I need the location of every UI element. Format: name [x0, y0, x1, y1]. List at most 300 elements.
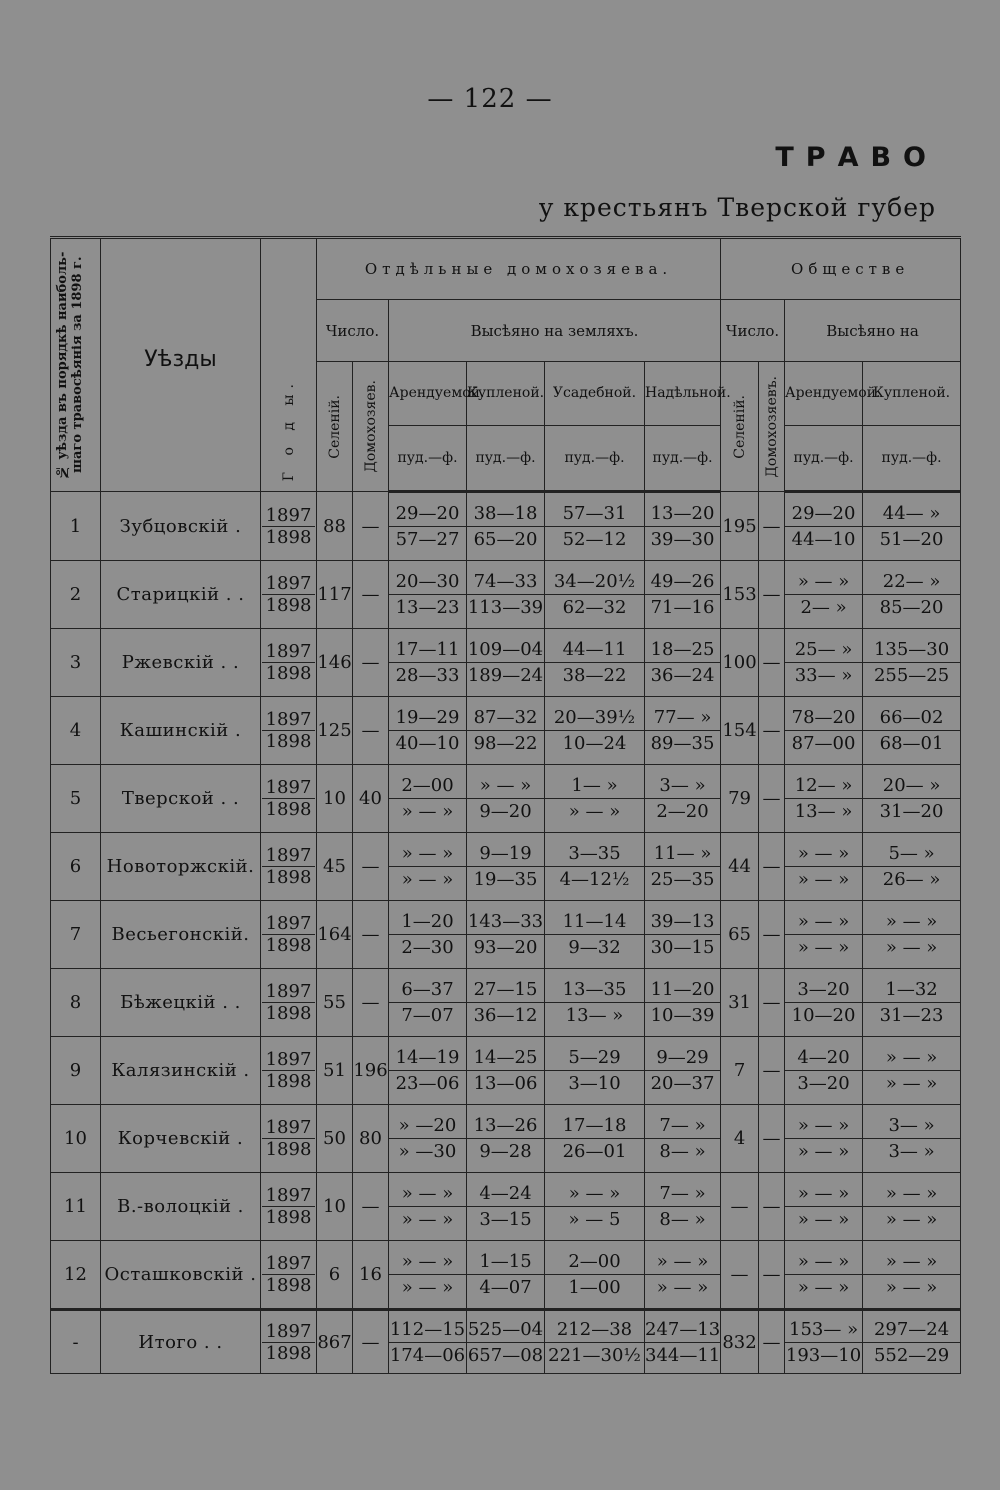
rented-land-1897: 17—11 — [389, 637, 466, 663]
community-rented-land-pair — [785, 1173, 862, 1240]
allotment-land-1898: 71—16 — [650, 597, 715, 618]
estate-land — [545, 1241, 645, 1310]
estate-land-1898: » — 5 — [568, 1209, 621, 1230]
estate-land — [545, 1105, 645, 1173]
allotment-land — [645, 901, 721, 969]
allotment-land-pair — [645, 765, 720, 832]
allotment-land-1897: 9—29 — [645, 1045, 720, 1071]
years-cell — [261, 833, 317, 901]
estate-land — [545, 492, 645, 561]
bought-land-1898: 9—20 — [479, 801, 532, 822]
community-bought-land-1898: » — » — [885, 1209, 938, 1230]
rank-cell: 2 — [51, 561, 101, 629]
estate-land-pair — [545, 1241, 644, 1308]
uezd-name: Осташковскій . — [101, 1241, 261, 1310]
bought-land-1898: 3—15 — [479, 1209, 532, 1230]
years-pair — [261, 777, 316, 820]
estate-land-pair — [545, 493, 644, 560]
bought-land-1897: 27—15 — [467, 977, 544, 1003]
unit-rented-2: пуд.—ф. — [785, 426, 863, 492]
community-bought-land-pair — [863, 969, 960, 1036]
community-settlements-count: — — [721, 1173, 759, 1241]
bought-land-1898: 98—22 — [473, 733, 538, 754]
community-bought-land — [863, 697, 961, 765]
bought-land-1898: 19—35 — [473, 869, 538, 890]
settlements-count: 6 — [317, 1241, 353, 1310]
settlements-count: 867 — [317, 1310, 353, 1374]
estate-land — [545, 697, 645, 765]
community-bought-land-1898: » — » — [885, 1073, 938, 1094]
bought-land-1897: 13—26 — [467, 1113, 544, 1139]
allotment-land — [645, 1173, 721, 1241]
estate-land-1898: 52—12 — [562, 529, 627, 550]
header-settlements-2 — [721, 362, 759, 492]
allotment-land-pair — [645, 1241, 720, 1308]
year-1898: 1898 — [265, 1139, 312, 1160]
community-bought-land-1897: » — » — [863, 1045, 960, 1071]
table-row — [51, 833, 961, 901]
bought-land-pair — [467, 1311, 544, 1373]
community-bought-land-pair — [863, 629, 960, 696]
years-pair — [261, 709, 316, 752]
years-pair — [261, 1321, 316, 1364]
rented-land — [389, 969, 467, 1037]
bought-land — [467, 901, 545, 969]
allotment-land-1898: 36—24 — [650, 665, 715, 686]
rented-land-1898: 23—06 — [395, 1073, 460, 1094]
rented-land-pair — [389, 629, 466, 696]
bought-land-1897: 109—04 — [467, 637, 544, 663]
community-rented-land-pair — [785, 833, 862, 900]
community-householders-count: — — [759, 1241, 785, 1310]
community-bought-land-1898: 31—20 — [879, 801, 944, 822]
rank-cell: 9 — [51, 1037, 101, 1105]
estate-land-1897: » — » — [545, 1181, 644, 1207]
allotment-land — [645, 492, 721, 561]
header-rank-label: № уѣзда въ порядкѣ наибольшаго травосѣянія за 1898 г. — [54, 251, 85, 479]
year-1898: 1898 — [265, 1207, 312, 1228]
header-householders-2-label: Домохозяевъ. — [763, 375, 780, 478]
bought-land — [467, 833, 545, 901]
community-bought-land-1897: 44— » — [863, 501, 960, 527]
uezd-name: Зубцовскій . — [101, 492, 261, 561]
bought-land-1898: 36—12 — [473, 1005, 538, 1026]
community-settlements-count: 154 — [721, 697, 759, 765]
community-settlements-count: 65 — [721, 901, 759, 969]
community-bought-land-1897: 20— » — [863, 773, 960, 799]
bought-land-1897: 143—33 — [467, 909, 544, 935]
uezd-name: Корчевскій . — [101, 1105, 261, 1173]
rented-land-pair — [389, 969, 466, 1036]
community-settlements-count: 31 — [721, 969, 759, 1037]
allotment-land-pair — [645, 697, 720, 764]
rank-cell: 11 — [51, 1173, 101, 1241]
bought-land — [467, 697, 545, 765]
bought-land-pair — [467, 697, 544, 764]
community-rented-land-1897: 25— » — [785, 637, 862, 663]
estate-land-1898: 3—10 — [568, 1073, 621, 1094]
community-rented-land — [785, 833, 863, 901]
estate-land-1897: 57—31 — [545, 501, 644, 527]
years-cell — [261, 1037, 317, 1105]
community-settlements-count: 153 — [721, 561, 759, 629]
rented-land-1897: 1—20 — [389, 909, 466, 935]
year-1897: 1897 — [262, 845, 316, 867]
bought-land — [467, 1310, 545, 1374]
rented-land — [389, 1173, 467, 1241]
community-rented-land-1898: » — » — [797, 1209, 850, 1230]
community-rented-land-1898: » — » — [797, 869, 850, 890]
householders-count: 16 — [353, 1241, 389, 1310]
bought-land-pair — [467, 969, 544, 1036]
year-1897: 1897 — [262, 1185, 316, 1207]
year-1898: 1898 — [265, 526, 312, 548]
rented-land — [389, 697, 467, 765]
community-rented-land-1897: » — » — [785, 1249, 862, 1275]
uezd-name: Тверской . . — [101, 765, 261, 833]
rented-land-1897: 2—00 — [389, 773, 466, 799]
community-rented-land-1897: 3—20 — [785, 977, 862, 1003]
page-subtitle: у крестьянъ Тверской губер — [538, 193, 936, 222]
community-settlements-count: 7 — [721, 1037, 759, 1105]
allotment-land-1897: 7— » — [645, 1113, 720, 1139]
header-householders-1-label: Домохозяев. — [362, 380, 379, 473]
bought-land-1897: 1—15 — [467, 1249, 544, 1275]
bought-land-pair — [467, 1173, 544, 1240]
bought-land — [467, 765, 545, 833]
rented-land-pair — [389, 901, 466, 968]
community-bought-land-pair — [863, 1037, 960, 1104]
householders-count: 40 — [353, 765, 389, 833]
community-bought-land-pair — [863, 1241, 960, 1308]
community-bought-land-1898: 85—20 — [879, 597, 944, 618]
community-bought-land-1897: 66—02 — [863, 705, 960, 731]
community-rented-land-1898: 3—20 — [797, 1073, 850, 1094]
header-householders-1 — [353, 362, 389, 492]
header-sown-1: Высѣяно на земляхъ. — [389, 300, 721, 362]
rented-land-1898: 40—10 — [395, 733, 460, 754]
bought-land-1897: 87—32 — [467, 705, 544, 731]
community-rented-land — [785, 1037, 863, 1105]
allotment-land-1897: 7— » — [645, 1181, 720, 1207]
year-1897: 1897 — [262, 981, 316, 1003]
community-settlements-count: 832 — [721, 1310, 759, 1374]
community-rented-land — [785, 492, 863, 561]
uezd-name: Старицкій . . — [101, 561, 261, 629]
bought-land-pair — [467, 629, 544, 696]
settlements-count: 55 — [317, 969, 353, 1037]
community-bought-land-1897: 135—30 — [863, 637, 960, 663]
householders-count: — — [353, 1310, 389, 1374]
community-bought-land-pair — [863, 697, 960, 764]
allotment-land-1898: 39—30 — [650, 529, 715, 550]
estate-land-1897: 2—00 — [545, 1249, 644, 1275]
rented-land-1898: 7—07 — [401, 1005, 454, 1026]
rented-land — [389, 1105, 467, 1173]
table-row — [51, 697, 961, 765]
settlements-count: 50 — [317, 1105, 353, 1173]
year-1897: 1897 — [262, 641, 316, 663]
rented-land-1897: 20—30 — [389, 569, 466, 595]
community-rented-land-pair — [785, 1037, 862, 1104]
community-bought-land-pair — [863, 1173, 960, 1240]
bought-land-1897: 525—04 — [467, 1317, 544, 1343]
header-allotment-1: Надѣльной. — [645, 362, 721, 426]
community-rented-land — [785, 765, 863, 833]
allotment-land-1898: 8— » — [659, 1209, 706, 1230]
unit-allotment-1: пуд.—ф. — [645, 426, 721, 492]
uezd-name: Ржевскій . . — [101, 629, 261, 697]
header-rented-2: Арендуемой. — [785, 362, 863, 426]
community-rented-land — [785, 969, 863, 1037]
community-rented-land-1897: » — » — [785, 909, 862, 935]
allotment-land — [645, 561, 721, 629]
uezd-name: Весьегонскій. — [101, 901, 261, 969]
community-householders-count: — — [759, 833, 785, 901]
allotment-land-pair — [645, 493, 720, 560]
settlements-count: 125 — [317, 697, 353, 765]
header-rented-1: Арендуемой. — [389, 362, 467, 426]
bought-land — [467, 629, 545, 697]
community-bought-land — [863, 1105, 961, 1173]
rented-land-1897: » — » — [389, 841, 466, 867]
community-householders-count: — — [759, 1037, 785, 1105]
table-row — [51, 969, 961, 1037]
allotment-land — [645, 765, 721, 833]
year-1897: 1897 — [262, 573, 316, 595]
uezd-name: Итого . . — [101, 1310, 261, 1374]
header-count-2: Число. — [721, 300, 785, 362]
estate-land-1897: 212—38 — [545, 1317, 644, 1343]
estate-land-1898: 221—30½ — [548, 1344, 641, 1366]
allotment-land-1898: 10—39 — [650, 1005, 715, 1026]
rented-land-pair — [389, 833, 466, 900]
rented-land-1898: » — » — [401, 869, 454, 890]
unit-bought-1: пуд.—ф. — [467, 426, 545, 492]
estate-land-pair — [545, 833, 644, 900]
uezd-name: Калязинскій . — [101, 1037, 261, 1105]
statistics-table — [50, 236, 961, 1374]
bought-land-1898: 4—07 — [479, 1277, 532, 1298]
bought-land-1898: 657—08 — [467, 1344, 544, 1366]
allotment-land — [645, 1241, 721, 1310]
community-rented-land-pair — [785, 697, 862, 764]
community-bought-land — [863, 1241, 961, 1310]
years-cell — [261, 492, 317, 561]
community-bought-land-pair — [863, 1311, 960, 1373]
rented-land — [389, 833, 467, 901]
community-bought-land-1898: » — » — [885, 937, 938, 958]
years-pair — [261, 1049, 316, 1092]
estate-land-1897: 34—20½ — [545, 569, 644, 595]
bought-land-pair — [467, 1241, 544, 1308]
estate-land-pair — [545, 629, 644, 696]
community-householders-count: — — [759, 697, 785, 765]
community-bought-land — [863, 1037, 961, 1105]
estate-land-1898: 38—22 — [562, 665, 627, 686]
allotment-land-1897: 77— » — [645, 705, 720, 731]
settlements-count: 146 — [317, 629, 353, 697]
table-row — [51, 1173, 961, 1241]
community-bought-land-1898: 68—01 — [879, 733, 944, 754]
rented-land-1898: 174—06 — [389, 1344, 466, 1366]
community-bought-land — [863, 492, 961, 561]
year-1898: 1898 — [265, 1071, 312, 1092]
rented-land — [389, 901, 467, 969]
estate-land-pair — [545, 1037, 644, 1104]
bought-land — [467, 969, 545, 1037]
community-rented-land-1897: » — » — [785, 841, 862, 867]
total-row — [51, 1310, 961, 1374]
bought-land — [467, 1241, 545, 1310]
rented-land-pair — [389, 1173, 466, 1240]
settlements-count: 117 — [317, 561, 353, 629]
table-row — [51, 1105, 961, 1173]
householders-count: — — [353, 492, 389, 561]
community-bought-land-pair — [863, 1105, 960, 1172]
community-rented-land-pair — [785, 493, 862, 560]
year-1898: 1898 — [265, 595, 312, 616]
community-householders-count: — — [759, 492, 785, 561]
householders-count: — — [353, 561, 389, 629]
community-bought-land-1898: 255—25 — [873, 665, 950, 686]
householders-count: 196 — [353, 1037, 389, 1105]
allotment-land-pair — [645, 901, 720, 968]
allotment-land-1897: 3— » — [645, 773, 720, 799]
allotment-land — [645, 629, 721, 697]
estate-land-1898: 10—24 — [562, 733, 627, 754]
community-bought-land-1897: 5— » — [863, 841, 960, 867]
estate-land-1898: 62—32 — [562, 597, 627, 618]
community-bought-land-1897: 22— » — [863, 569, 960, 595]
community-rented-land-pair — [785, 1241, 862, 1308]
uezd-name: В.-волоцкій . — [101, 1173, 261, 1241]
allotment-land-1898: » — » — [656, 1277, 709, 1298]
year-1897: 1897 — [262, 1253, 316, 1275]
table-row — [51, 765, 961, 833]
years-pair — [261, 1253, 316, 1296]
rented-land-1898: 2—30 — [401, 937, 454, 958]
years-pair — [261, 1185, 316, 1228]
bought-land-1897: » — » — [467, 773, 544, 799]
bought-land-1897: 74—33 — [467, 569, 544, 595]
rented-land-1898: » — » — [401, 801, 454, 822]
rented-land — [389, 629, 467, 697]
rented-land-1897: » —20 — [389, 1113, 466, 1139]
header-bought-2: Купленой. — [863, 362, 961, 426]
settlements-count: 51 — [317, 1037, 353, 1105]
header-settlements-2-label: Селеній. — [731, 394, 748, 459]
community-rented-land — [785, 1105, 863, 1173]
bought-land-1898: 9—28 — [479, 1141, 532, 1162]
header-sown-2: Высѣяно на — [785, 300, 961, 362]
page-number: — 122 — — [427, 84, 553, 114]
community-rented-land-1898: » — » — [797, 1277, 850, 1298]
community-bought-land — [863, 1310, 961, 1374]
year-1897: 1897 — [262, 913, 316, 935]
rented-land-pair — [389, 1311, 466, 1373]
community-bought-land-1898: 3— » — [888, 1141, 935, 1162]
estate-land — [545, 765, 645, 833]
community-bought-land-1898: 26— » — [882, 869, 941, 890]
estate-land-1898: 4—12½ — [559, 869, 630, 890]
community-rented-land-1898: 193—10 — [785, 1344, 862, 1366]
allotment-land-1898: 344—11 — [645, 1344, 721, 1366]
allotment-land-1897: 39—13 — [645, 909, 720, 935]
allotment-land — [645, 833, 721, 901]
householders-count: — — [353, 697, 389, 765]
table-header — [51, 238, 961, 492]
estate-land-pair — [545, 969, 644, 1036]
householders-count: — — [353, 901, 389, 969]
allotment-land-1898: 25—35 — [650, 869, 715, 890]
rented-land-1897: » — » — [389, 1181, 466, 1207]
allotment-land-pair — [645, 1311, 720, 1373]
community-rented-land-1897: » — » — [785, 1113, 862, 1139]
allotment-land — [645, 697, 721, 765]
years-cell — [261, 901, 317, 969]
rented-land-pair — [389, 561, 466, 628]
years-cell — [261, 969, 317, 1037]
years-cell — [261, 1241, 317, 1310]
rented-land — [389, 765, 467, 833]
rank-cell: 5 — [51, 765, 101, 833]
rented-land-pair — [389, 1037, 466, 1104]
householders-count: — — [353, 629, 389, 697]
community-rented-land — [785, 561, 863, 629]
allotment-land-1898: 20—37 — [650, 1073, 715, 1094]
allotment-land — [645, 969, 721, 1037]
rented-land — [389, 561, 467, 629]
community-bought-land-pair — [863, 901, 960, 968]
householders-count: — — [353, 969, 389, 1037]
community-rented-land-pair — [785, 901, 862, 968]
header-individual-group: Отдѣльные домохозяева. — [317, 238, 721, 300]
bought-land — [467, 492, 545, 561]
community-rented-land-1897: 78—20 — [785, 705, 862, 731]
allotment-land-1897: 247—13 — [645, 1317, 720, 1343]
table-row — [51, 561, 961, 629]
bought-land-1898: 65—20 — [473, 529, 538, 550]
estate-land-1897: 20—39½ — [545, 705, 644, 731]
rank-cell: 12 — [51, 1241, 101, 1310]
estate-land — [545, 561, 645, 629]
community-bought-land-1897: » — » — [863, 1181, 960, 1207]
years-cell — [261, 629, 317, 697]
community-rented-land — [785, 697, 863, 765]
header-settlements-1-label: Селеній. — [326, 394, 343, 459]
allotment-land-1897: 11— » — [645, 841, 720, 867]
community-rented-land-pair — [785, 561, 862, 628]
community-bought-land — [863, 561, 961, 629]
allotment-land-pair — [645, 1105, 720, 1172]
rented-land — [389, 1241, 467, 1310]
uezd-name: Новоторжскій. — [101, 833, 261, 901]
bought-land-1897: 38—18 — [467, 501, 544, 527]
bought-land-1898: 189—24 — [467, 665, 544, 686]
rented-land — [389, 492, 467, 561]
estate-land-1898: 9—32 — [568, 937, 621, 958]
estate-land-pair — [545, 1173, 644, 1240]
allotment-land-1898: 30—15 — [650, 937, 715, 958]
year-1897: 1897 — [262, 1117, 316, 1139]
years-pair — [261, 573, 316, 616]
bought-land-pair — [467, 561, 544, 628]
unit-rented-1: пуд.—ф. — [389, 426, 467, 492]
rank-cell: 4 — [51, 697, 101, 765]
community-bought-land — [863, 765, 961, 833]
years-cell — [261, 765, 317, 833]
